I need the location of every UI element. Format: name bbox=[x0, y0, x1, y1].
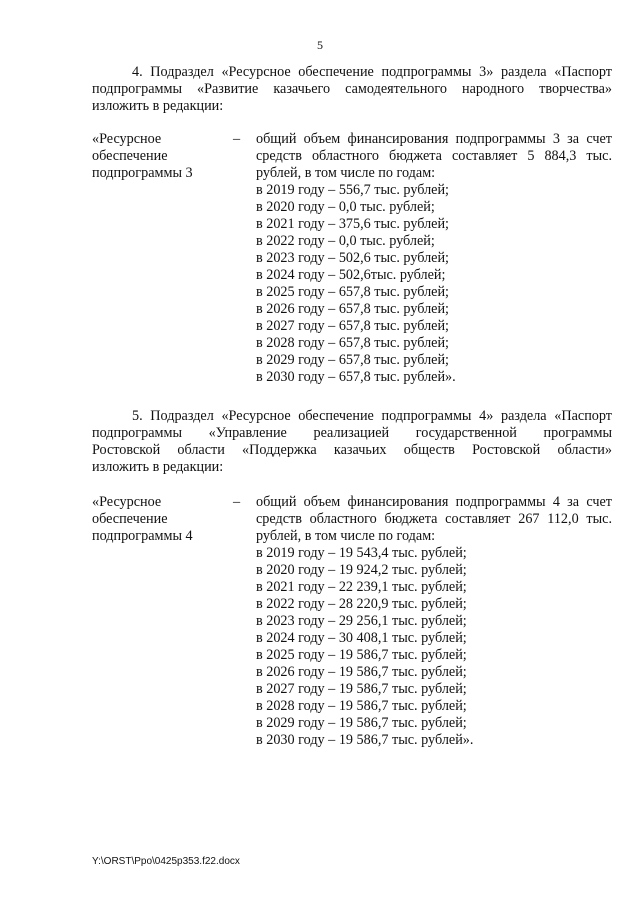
section-5-year-line: в 2022 году – 28 220,9 тыс. рублей; bbox=[256, 596, 467, 612]
section-5-year-line: в 2021 году – 22 239,1 тыс. рублей; bbox=[256, 579, 467, 595]
section-4-label bbox=[92, 131, 232, 182]
section-4-year-line: в 2025 году – 657,8 тыс. рублей; bbox=[256, 284, 449, 300]
section-4-year-line: в 2020 году – 0,0 тыс. рублей; bbox=[256, 199, 435, 215]
section-5-intro-line: подпрограммы «Управление реализацией государственной программы bbox=[92, 425, 612, 441]
section-4-content-line: средств областного бюджета составляет 5 884,3 тыс. bbox=[256, 148, 612, 164]
section-4-dash: – bbox=[233, 131, 241, 147]
section-4-year-line: в 2026 году – 657,8 тыс. рублей; bbox=[256, 301, 449, 317]
section-5-year-line: в 2019 году – 19 543,4 тыс. рублей; bbox=[256, 545, 467, 561]
section-4-content-line: рублей, в том числе по годам: bbox=[256, 165, 436, 181]
section-5-intro-line: 5. Подраздел «Ресурсное обеспечение подпрограммы 4» раздела «Паспорт bbox=[132, 408, 612, 424]
section-4-intro-line: изложить в редакции: bbox=[92, 98, 224, 114]
section-4-intro-line: подпрограммы «Развитие казачьего самодеятельного народного творчества» bbox=[92, 81, 612, 97]
section-5-year-line: в 2023 году – 29 256,1 тыс. рублей; bbox=[256, 613, 467, 629]
section-4-content bbox=[256, 131, 612, 386]
section-5-content-line: рублей, в том числе по годам: bbox=[256, 528, 436, 544]
section-5-year-line: в 2030 году – 19 586,7 тыс. рублей». bbox=[256, 732, 474, 748]
section-5-label-line: обеспечение bbox=[92, 511, 168, 527]
section-4-label-line: подпрограммы 3 bbox=[92, 165, 193, 181]
section-4-year-line: в 2022 году – 0,0 тыс. рублей; bbox=[256, 233, 435, 249]
section-5-intro bbox=[92, 408, 612, 476]
section-5-year-line: в 2025 году – 19 586,7 тыс. рублей; bbox=[256, 647, 467, 663]
section-5-year-line: в 2026 году – 19 586,7 тыс. рублей; bbox=[256, 664, 467, 680]
section-4-intro bbox=[92, 64, 612, 115]
section-5-year-line: в 2024 году – 30 408,1 тыс. рублей; bbox=[256, 630, 467, 646]
footer-file-path: Y:\ORST\Ppo\0425p353.f22.docx bbox=[92, 856, 240, 867]
section-4-year-line: в 2027 году – 657,8 тыс. рублей; bbox=[256, 318, 449, 334]
section-4-year-line: в 2021 году – 375,6 тыс. рублей; bbox=[256, 216, 449, 232]
section-5-label-line: подпрограммы 4 bbox=[92, 528, 193, 544]
section-4-label-line: «Ресурсное bbox=[92, 131, 162, 147]
section-4-label-line: обеспечение bbox=[92, 148, 168, 164]
section-4-year-line: в 2029 году – 657,8 тыс. рублей; bbox=[256, 352, 449, 368]
section-5-dash: – bbox=[233, 494, 241, 510]
section-5-year-line: в 2029 году – 19 586,7 тыс. рублей; bbox=[256, 715, 467, 731]
section-5-content-line: общий объем финансирования подпрограммы 4 за счет bbox=[256, 494, 612, 510]
section-5-label bbox=[92, 494, 232, 545]
section-5-label-line: «Ресурсное bbox=[92, 494, 162, 510]
section-5-intro-line: изложить в редакции: bbox=[92, 459, 224, 475]
section-5-year-line: в 2028 году – 19 586,7 тыс. рублей; bbox=[256, 698, 467, 714]
section-5-year-line: в 2027 году – 19 586,7 тыс. рублей; bbox=[256, 681, 467, 697]
section-4-content-line: общий объем финансирования подпрограммы 3 за счет bbox=[256, 131, 612, 147]
section-5-content bbox=[256, 494, 612, 749]
section-5-year-line: в 2020 году – 19 924,2 тыс. рублей; bbox=[256, 562, 467, 578]
section-4-year-line: в 2023 году – 502,6 тыс. рублей; bbox=[256, 250, 449, 266]
section-4-year-line: в 2030 году – 657,8 тыс. рублей». bbox=[256, 369, 456, 385]
section-5-resource-block bbox=[92, 494, 612, 754]
section-5-intro-line: Ростовской области «Поддержка казачьих обществ Ростовской области» bbox=[92, 442, 612, 458]
section-4-resource-block bbox=[92, 131, 612, 391]
page-number: 5 bbox=[317, 38, 323, 52]
section-4-year-line: в 2024 году – 502,6тыс. рублей; bbox=[256, 267, 446, 283]
section-4-year-line: в 2028 году – 657,8 тыс. рублей; bbox=[256, 335, 449, 351]
section-4-intro-line: 4. Подраздел «Ресурсное обеспечение подпрограммы 3» раздела «Паспорт bbox=[132, 64, 612, 80]
section-4-year-line: в 2019 году – 556,7 тыс. рублей; bbox=[256, 182, 449, 198]
section-5-content-line: средств областного бюджета составляет 267 112,0 тыс. bbox=[256, 511, 612, 527]
